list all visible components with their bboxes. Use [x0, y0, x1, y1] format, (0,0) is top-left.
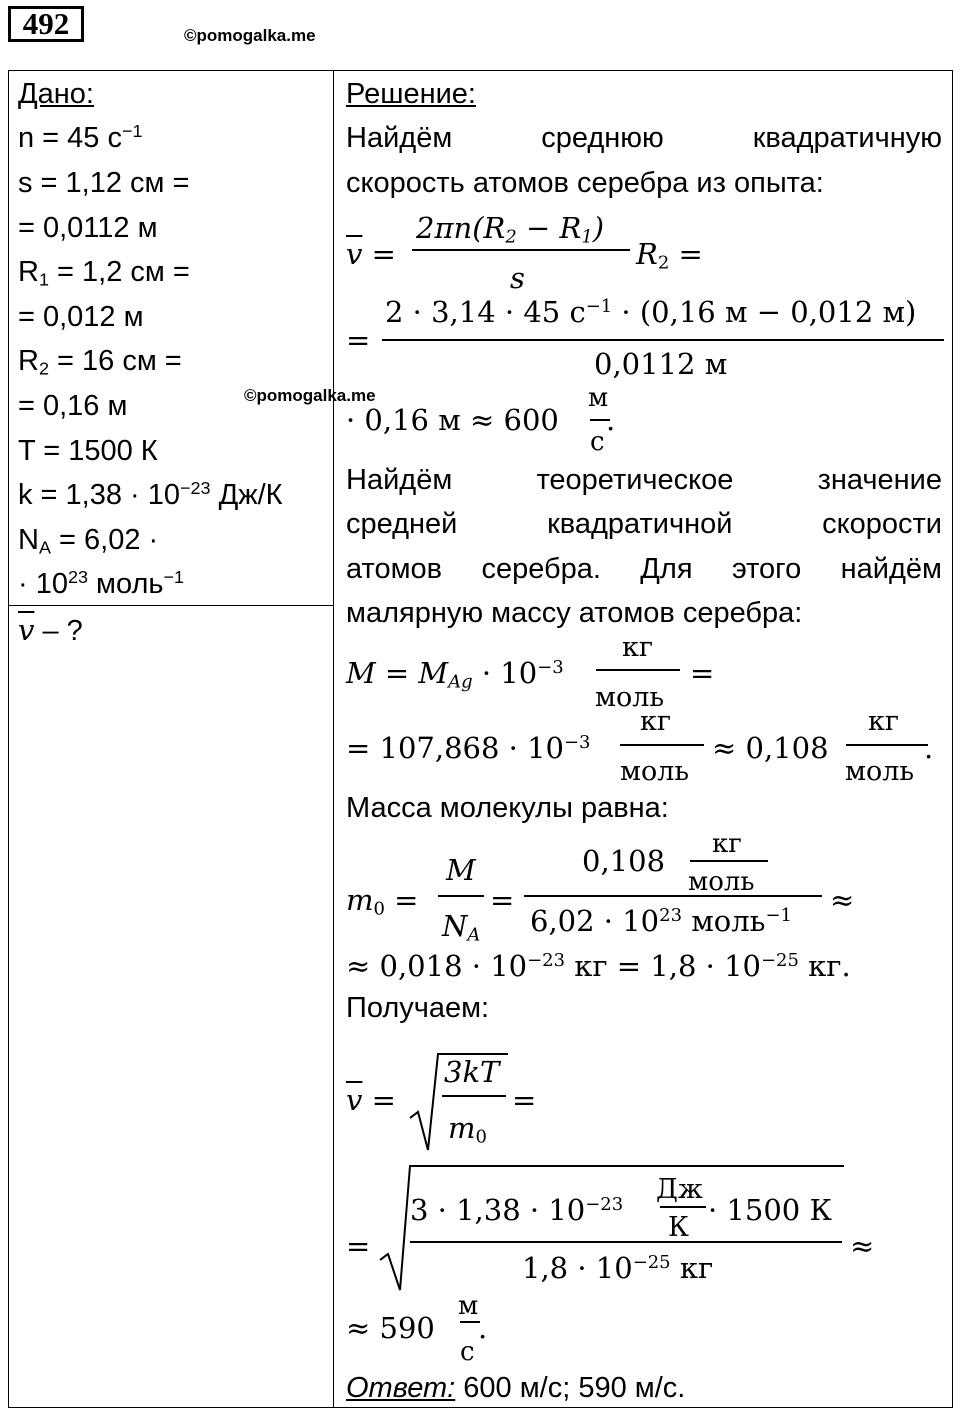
formula-6-approx: ≈ [830, 883, 855, 917]
formula-7: ≈ $0,018 \cdot 10^{-23}$ кг = $1,8 \cdot 10^{-25}$ кг. [346, 949, 851, 983]
formula-1-rhs: $R_2$ = [636, 237, 703, 274]
solution-text-2: Найдём теоретическое значение [346, 464, 942, 496]
formula-8-eq: = [512, 1083, 537, 1117]
formula-4-unit-num: кг [622, 632, 654, 663]
formula-5-unit2-num: кг [868, 706, 900, 737]
formula-10-dot: . [478, 1311, 488, 1345]
formula-8-den: $m_0$ [448, 1111, 487, 1148]
formula-9-den: $1,8 \cdot 10^{-25}$ кг [522, 1251, 714, 1285]
given-s-m: = 0,0112 м [18, 212, 158, 244]
formula-5-unit-den: моль [620, 756, 690, 787]
solution-title: Решение: [346, 78, 476, 110]
solution-text-1: Найдём среднюю квадратичную [346, 122, 942, 154]
formula-1-lhs: $\overline{v}$ = [346, 237, 396, 271]
solution-text-2c: атомов серебра. Для этого найдём [346, 553, 942, 585]
given-k: $k = 1,38 \cdot 10^{-23}$ Дж/К [18, 478, 283, 511]
solution-text-4: Получаем: [346, 992, 490, 1024]
formula-5-unit2-den: моль [845, 756, 915, 787]
formula-9-num-b: · 1500 К [708, 1193, 832, 1227]
formula-9-approx: ≈ [850, 1229, 875, 1263]
given-title: Дано: [18, 78, 94, 110]
answer: Ответ: 600 м/с; 590 м/с. [346, 1372, 686, 1404]
formula-10: ≈ 590 [346, 1311, 435, 1345]
formula-3-unit-num: м [588, 383, 609, 413]
formula-2-den: 0,0112 м [594, 347, 728, 381]
given-n: n = 45 $с^{-1}$ [18, 121, 143, 154]
solution-text-1b: скорость атомов серебра из опыта: [346, 167, 824, 199]
formula-3-unit-den: с [590, 427, 605, 457]
formula-10-unit-num: м [458, 1291, 479, 1321]
formula-2-num: 2 · 3,14 · 45 $с^{-1} \cdot (0,16$ м − 0,012 м) [385, 295, 917, 329]
given-r2-m: = 0,16 м [18, 390, 128, 422]
given-s: s = 1,12 см = [18, 167, 190, 199]
formula-9-eq: = [346, 1229, 371, 1263]
formula-4: $M = M_{Ag} \cdot 10^{-3}$ [346, 656, 564, 693]
formula-6-unit-den: моль [688, 867, 755, 897]
formula-9-unit-num: Дж [656, 1174, 703, 1205]
formula-8-num: 3kT [444, 1055, 500, 1089]
watermark-middle: ©pomogalka.me [244, 386, 376, 405]
watermark-top: ©pomogalka.me [184, 26, 316, 45]
formula-5-a: = $107,868 \cdot 10^{-3}$ [346, 731, 591, 765]
formula-6-num2: 0,108 [582, 844, 666, 878]
formula-3: · 0,16 м ≈ 600 [346, 403, 559, 437]
formula-8-lhs: $\overline{v}$ = [346, 1083, 396, 1117]
formula-3-dot: . [606, 403, 616, 437]
given-r1-m: = 0,012 м [18, 301, 144, 333]
formula-9-unit-den: К [668, 1212, 689, 1243]
formula-1-den: s [510, 261, 525, 295]
solution-text-2d: малярную массу атомов серебра: [346, 597, 803, 629]
formula-5-b: ≈ 0,108 [712, 731, 829, 765]
problem-number: 492 [8, 6, 84, 42]
solution-text-2b: средней квадратичной скорости [346, 508, 942, 540]
formula-6-den: $N_A$ [442, 909, 481, 946]
formula-6-lhs: $m_0$ = [346, 883, 419, 920]
formula-2-eq: = [346, 323, 371, 357]
formula-5-dot: . [924, 731, 934, 765]
solution-text-3: Масса молекулы равна: [346, 792, 669, 824]
formula-5-unit-num: кг [640, 706, 672, 737]
given-t: T = 1500 К [18, 435, 158, 467]
formula-9-num-a: $3 \cdot 1,38 \cdot 10^{-23}$ [410, 1193, 624, 1227]
formula-6-num: M [446, 853, 476, 887]
formula-1-num: $2\pi n(R_2 - R_1)$ [416, 211, 605, 248]
formula-6-den2: $6,02 \cdot 10^{23}$ моль$^{-1}$ [530, 904, 792, 938]
given-r2: $R_2 = 16$ см = [18, 345, 182, 379]
formula-4-unit-den: моль [595, 682, 665, 713]
given-r1: $R_1 = 1,2$ см = [18, 256, 190, 290]
formula-10-unit-den: с [460, 1337, 475, 1367]
given-na: $N_A = 6,02$ · [18, 524, 159, 558]
formula-6-unit-num: кг [712, 829, 742, 859]
formula-6-eq: = [490, 883, 515, 917]
formula-4-eq: = [690, 656, 715, 690]
find-v: $\overline{v}$ – ? [18, 613, 83, 647]
given-na-b: · $10^{23}$ моль$^{-1}$ [18, 567, 185, 600]
